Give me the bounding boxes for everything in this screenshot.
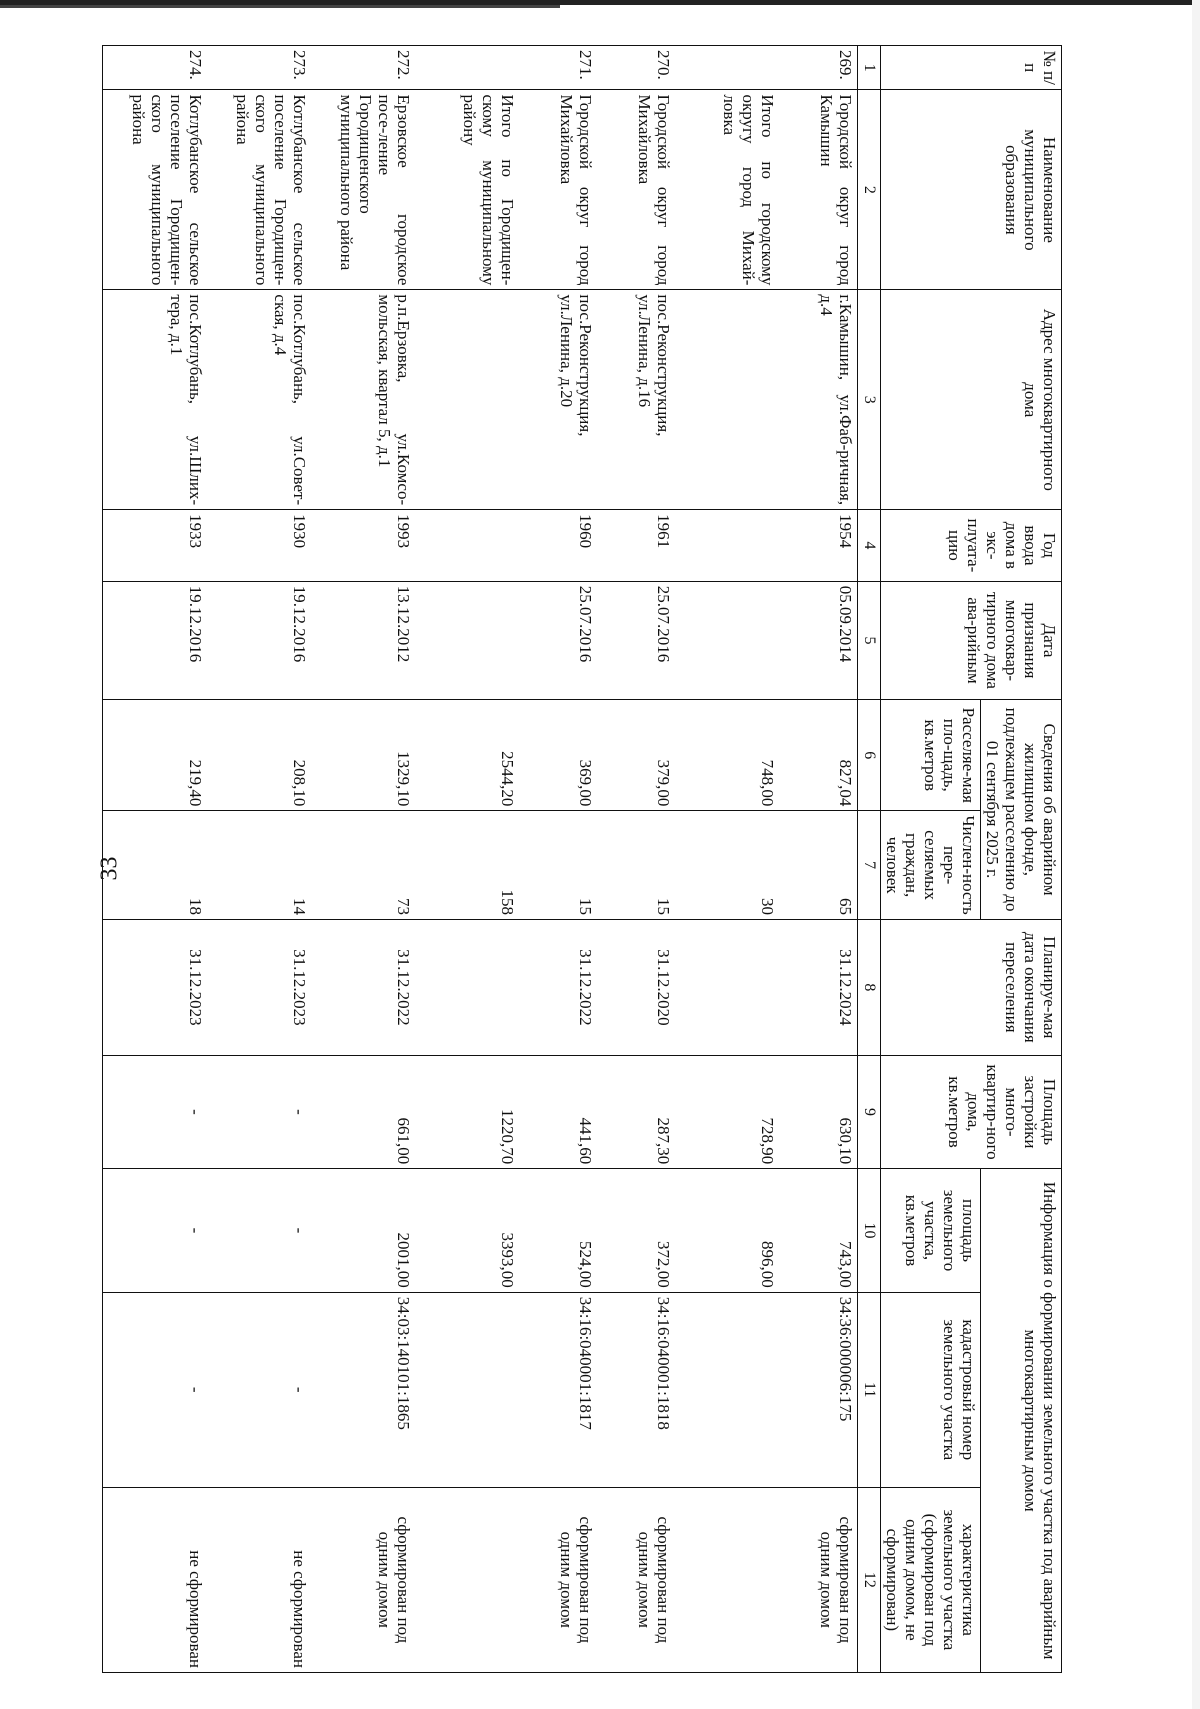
- cell-land-characteristic: не сформирован: [207, 1487, 311, 1672]
- cell-address: пос.Котлубань, ул.Совет-ская, д.4: [207, 290, 311, 510]
- cell-land-area: 743,00: [779, 1169, 858, 1292]
- table-row: [207, 46, 311, 1673]
- cell-land-characteristic: сформирован под одним домом: [597, 1487, 675, 1672]
- cell-resettle-area: 208,10: [207, 700, 311, 811]
- table-row: [311, 46, 415, 1673]
- cell-recognition-date: 05.09.2014: [779, 581, 858, 700]
- cell-resettle-area: 1329,10: [311, 700, 415, 811]
- cell-plan-date: 31.12.2022: [519, 919, 597, 1055]
- cell-recognition-date: 25.07.2016: [597, 581, 675, 700]
- column-numbers-row: [857, 46, 880, 1673]
- emergency-housing-table: [102, 45, 1062, 1673]
- cell-plan-date: 31.12.2024: [779, 919, 858, 1055]
- cell-land-area: 524,00: [519, 1169, 597, 1292]
- column-number: 12: [857, 1487, 880, 1672]
- cell-year: [415, 510, 519, 582]
- cell-land-area: -: [102, 1169, 207, 1292]
- cell-people: 73: [311, 811, 415, 920]
- cell-year: 1954: [779, 510, 858, 582]
- cell-land-area: 3393,00: [415, 1169, 519, 1292]
- cell-number: 274.: [102, 46, 207, 90]
- header-address: Адрес многоквартирного дома: [880, 290, 1061, 510]
- rotated-table-container: [12, 45, 1062, 1673]
- cell-plan-date: [675, 919, 779, 1055]
- cell-build-area: 728,90: [675, 1055, 779, 1169]
- cell-cadastral: -: [207, 1292, 311, 1487]
- header-number: № п/п: [880, 46, 1061, 90]
- cell-plan-date: 31.12.2022: [311, 919, 415, 1055]
- cell-cadastral: -: [102, 1292, 207, 1487]
- cell-people: 14: [207, 811, 311, 920]
- cell-people: 158: [415, 811, 519, 920]
- cell-cadastral: 34:16:040001:1817: [519, 1292, 597, 1487]
- column-number: 11: [857, 1292, 880, 1487]
- cell-address: пос.Реконструкция, ул.Ленина, д.20: [519, 290, 597, 510]
- table-row: [779, 46, 858, 1673]
- table-row-total: [675, 46, 779, 1673]
- column-number: 4: [857, 510, 880, 582]
- column-number: 1: [857, 46, 880, 90]
- cell-recognition-date: 19.12.2016: [207, 581, 311, 700]
- cell-land-characteristic: сформирован под одним домом: [311, 1487, 415, 1672]
- cell-resettle-area: 2544,20: [415, 700, 519, 811]
- header-year: Год ввода дома в экс-плуата-цию: [880, 510, 1061, 582]
- cell-land-area: -: [207, 1169, 311, 1292]
- scan-border-mark: [0, 5, 560, 8]
- column-number: 6: [857, 700, 880, 811]
- cell-land-area: 372,00: [597, 1169, 675, 1292]
- cell-municipality: Котлубанское сельское поселение Городищен-ского муниципального района: [102, 90, 207, 290]
- header-recognition-date: Дата признания многоквар-тирного дома ава-рийным: [880, 581, 1061, 700]
- cell-land-characteristic: сформирован под одним домом: [779, 1487, 858, 1672]
- cell-cadastral: [675, 1292, 779, 1487]
- header-land-area: площадь земельного участка, кв.метров: [880, 1169, 980, 1292]
- cell-number: 273.: [207, 46, 311, 90]
- cell-address: [415, 290, 519, 510]
- cell-people: 30: [675, 811, 779, 920]
- header-municipality: Наименование муниципального образования: [880, 90, 1061, 290]
- cell-recognition-date: 19.12.2016: [102, 581, 207, 700]
- cell-recognition-date: [415, 581, 519, 700]
- cell-land-characteristic: [415, 1487, 519, 1672]
- header-group-land: Информация о формировании земельного участка под аварийным многоквартирным домом: [980, 1169, 1061, 1673]
- cell-cadastral: [415, 1292, 519, 1487]
- cell-address: пос.Котлубань, ул.Шлих-тера, д.1: [102, 290, 207, 510]
- column-number: 2: [857, 90, 880, 290]
- cell-municipality: Городской округ город Михайловка: [597, 90, 675, 290]
- cell-build-area: -: [102, 1055, 207, 1169]
- cell-year: 1933: [102, 510, 207, 582]
- cell-plan-date: 31.12.2020: [597, 919, 675, 1055]
- cell-municipality: Итого по городскому округу город Михай-ловка: [675, 90, 779, 290]
- column-number: 7: [857, 811, 880, 920]
- cell-address: р.п.Ерзовка, ул.Комсо-мольская, квартал 5, д.1: [311, 290, 415, 510]
- column-number: 5: [857, 581, 880, 700]
- header-land-characteristic: характеристика земельного участка (сформирован под одним домом, не сформирован): [880, 1487, 980, 1672]
- header-people: Числен-ность пере-селяемых граждан, человек: [880, 811, 980, 920]
- cell-people: 18: [102, 811, 207, 920]
- header-resettle-area: Расселяе-мая пло-щадь, кв.метров: [880, 700, 980, 811]
- cell-build-area: 661,00: [311, 1055, 415, 1169]
- cell-recognition-date: 25.07.2016: [519, 581, 597, 700]
- cell-people: 15: [519, 811, 597, 920]
- cell-number: 272.: [311, 46, 415, 90]
- page-number: 33: [96, 856, 123, 881]
- cell-plan-date: 31.12.2023: [207, 919, 311, 1055]
- header-cadastral: кадастровый номер земельного участка: [880, 1292, 980, 1487]
- cell-municipality: Итого по Городищен-скому муниципальному району: [415, 90, 519, 290]
- cell-year: [675, 510, 779, 582]
- cell-number: 271.: [519, 46, 597, 90]
- cell-year: 1960: [519, 510, 597, 582]
- cell-resettle-area: 748,00: [675, 700, 779, 811]
- cell-number: 270.: [597, 46, 675, 90]
- cell-cadastral: 34:36:000006:175: [779, 1292, 858, 1487]
- cell-resettle-area: 827,04: [779, 700, 858, 811]
- header-plan-date: Планируе-мая дата окончания переселения: [880, 919, 1061, 1055]
- cell-number: 269.: [779, 46, 858, 90]
- cell-number: [415, 46, 519, 90]
- column-number: 3: [857, 290, 880, 510]
- cell-build-area: 287,30: [597, 1055, 675, 1169]
- cell-plan-date: [415, 919, 519, 1055]
- table-row: [597, 46, 675, 1673]
- cell-cadastral: 34:16:040001:1818: [597, 1292, 675, 1487]
- table-row: [102, 46, 207, 1673]
- column-number: 9: [857, 1055, 880, 1169]
- cell-build-area: -: [207, 1055, 311, 1169]
- cell-build-area: 630,10: [779, 1055, 858, 1169]
- cell-build-area: 441,60: [519, 1055, 597, 1169]
- cell-build-area: 1220,70: [415, 1055, 519, 1169]
- cell-land-area: 2001,00: [311, 1169, 415, 1292]
- scan-border-right: [1192, 0, 1200, 1709]
- header-build-area: Площадь застройки много-квартир-ного дома, кв.метров: [880, 1055, 1061, 1169]
- table-row: [519, 46, 597, 1673]
- cell-people: 65: [779, 811, 858, 920]
- cell-municipality: Городской округ город Михайловка: [519, 90, 597, 290]
- cell-municipality: Котлубанское сельское поселение Городищен-ского муниципального района: [207, 90, 311, 290]
- table-row-total: [415, 46, 519, 1673]
- cell-address: пос.Реконструкция, ул.Ленина, д.16: [597, 290, 675, 510]
- cell-municipality: Ерзовское городское посе-ление Городищенского муниципального района: [311, 90, 415, 290]
- cell-number: [675, 46, 779, 90]
- cell-land-characteristic: [675, 1487, 779, 1672]
- cell-resettle-area: 379,00: [597, 700, 675, 811]
- column-number: 10: [857, 1169, 880, 1292]
- cell-municipality: Городской округ город Камышин: [779, 90, 858, 290]
- cell-resettle-area: 369,00: [519, 700, 597, 811]
- cell-address: г.Камышин, ул.Фаб-ричная, д.4: [779, 290, 858, 510]
- cell-year: 1961: [597, 510, 675, 582]
- cell-address: [675, 290, 779, 510]
- cell-land-characteristic: сформирован под одним домом: [519, 1487, 597, 1672]
- column-number: 8: [857, 919, 880, 1055]
- cell-land-area: 896,00: [675, 1169, 779, 1292]
- cell-cadastral: 34:03:140101:1865: [311, 1292, 415, 1487]
- cell-resettle-area: 219,40: [102, 700, 207, 811]
- cell-year: 1993: [311, 510, 415, 582]
- cell-recognition-date: 13.12.2012: [311, 581, 415, 700]
- cell-people: 15: [597, 811, 675, 920]
- cell-year: 1930: [207, 510, 311, 582]
- cell-land-characteristic: не сформирован: [102, 1487, 207, 1672]
- cell-recognition-date: [675, 581, 779, 700]
- header-group-fund: Сведения об аварийном жилищном фонде, подлежащем расселению до 01 сентября 2025 г.: [980, 700, 1061, 920]
- cell-plan-date: 31.12.2023: [102, 919, 207, 1055]
